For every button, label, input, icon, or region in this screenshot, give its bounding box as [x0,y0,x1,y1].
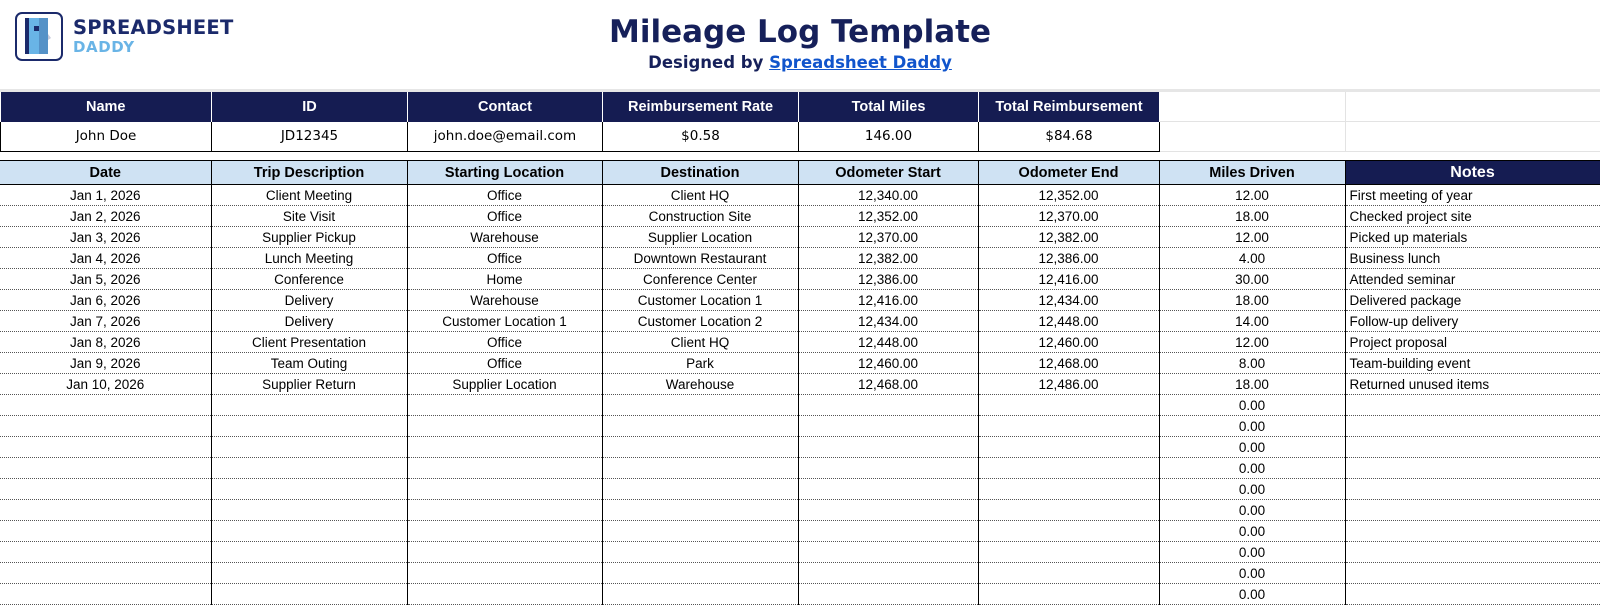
log-cell-odometer-start[interactable] [798,437,978,458]
summary-value-total-miles[interactable]: 146.00 [799,122,979,152]
log-cell-trip-description[interactable] [211,500,407,521]
log-cell-miles-driven[interactable]: 0.00 [1159,584,1345,605]
log-cell-notes[interactable] [1345,437,1600,458]
log-cell-odometer-end[interactable] [978,500,1159,521]
log-cell-odometer-start[interactable] [798,395,978,416]
empty-cell[interactable] [1346,122,1600,152]
log-cell-odometer-start[interactable]: 12,468.00 [798,374,978,395]
log-cell-odometer-end[interactable]: 12,370.00 [978,206,1159,227]
log-cell-notes[interactable] [1345,542,1600,563]
log-cell-trip-description[interactable] [211,542,407,563]
log-cell-miles-driven[interactable]: 0.00 [1159,479,1345,500]
log-cell-notes[interactable]: First meeting of year [1345,185,1600,206]
log-cell-destination[interactable]: Conference Center [602,269,798,290]
log-header-date[interactable]: Date [0,161,211,185]
log-cell-starting-location[interactable]: Home [407,269,602,290]
log-cell-trip-description[interactable]: Client Presentation [211,332,407,353]
log-cell-odometer-end[interactable]: 12,448.00 [978,311,1159,332]
log-row [0,542,1600,563]
log-cell-destination[interactable]: Park [602,353,798,374]
log-cell-trip-description[interactable] [211,521,407,542]
log-cell-destination[interactable]: Supplier Location [602,227,798,248]
log-cell-miles-driven[interactable]: 30.00 [1159,269,1345,290]
log-cell-starting-location[interactable] [407,542,602,563]
log-cell-starting-location[interactable] [407,437,602,458]
log-cell-date[interactable] [0,437,211,458]
summary-value-id[interactable]: JD12345 [212,122,408,152]
log-cell-notes[interactable] [1345,479,1600,500]
log-cell-destination[interactable] [602,437,798,458]
log-cell-odometer-start[interactable] [798,416,978,437]
log-cell-miles-driven[interactable]: 0.00 [1159,521,1345,542]
log-row [0,269,1600,290]
log-cell-starting-location[interactable] [407,500,602,521]
log-cell-notes[interactable]: Returned unused items [1345,374,1600,395]
log-cell-destination[interactable] [602,458,798,479]
log-cell-miles-driven[interactable]: 4.00 [1159,248,1345,269]
summary-header-total-reimbursement[interactable]: Total Reimbursement [979,92,1160,122]
log-cell-odometer-end[interactable] [978,437,1159,458]
log-cell-starting-location[interactable]: Warehouse [407,227,602,248]
log-cell-date[interactable]: Jan 6, 2026 [0,290,211,311]
log-row [0,332,1600,353]
log-cell-odometer-end[interactable] [978,563,1159,584]
summary-value-name[interactable]: John Doe [1,122,212,152]
log-cell-odometer-end[interactable]: 12,382.00 [978,227,1159,248]
page-title: Mileage Log Template [608,14,992,50]
log-cell-odometer-end[interactable]: 12,486.00 [978,374,1159,395]
log-row [0,206,1600,227]
summary-header-name[interactable]: Name [1,92,212,122]
log-cell-date[interactable] [0,521,211,542]
log-header-destination[interactable]: Destination [602,161,798,185]
log-cell-odometer-start[interactable] [798,500,978,521]
log-cell-notes[interactable]: Team-building event [1345,353,1600,374]
log-cell-odometer-end[interactable] [978,542,1159,563]
log-cell-destination[interactable]: Construction Site [602,206,798,227]
log-cell-trip-description[interactable] [211,584,407,605]
log-cell-odometer-end[interactable]: 12,434.00 [978,290,1159,311]
log-cell-miles-driven[interactable]: 0.00 [1159,500,1345,521]
log-header-starting-location[interactable]: Starting Location [407,161,602,185]
log-cell-destination[interactable] [602,563,798,584]
summary-header-reimbursement-rate[interactable]: Reimbursement Rate [603,92,799,122]
summary-header-id[interactable]: ID [212,92,408,122]
log-header-trip-description[interactable]: Trip Description [211,161,407,185]
log-cell-date[interactable]: Jan 1, 2026 [0,185,211,206]
log-cell-trip-description[interactable] [211,437,407,458]
log-cell-trip-description[interactable]: Client Meeting [211,185,407,206]
log-cell-notes[interactable]: Follow-up delivery [1345,311,1600,332]
log-cell-starting-location[interactable]: Office [407,185,602,206]
logo-text-daddy: DADDY [73,38,135,56]
log-cell-notes[interactable] [1345,458,1600,479]
log-cell-notes[interactable]: Business lunch [1345,248,1600,269]
log-cell-starting-location[interactable]: Supplier Location [407,374,602,395]
summary-table [0,92,1600,152]
log-cell-miles-driven[interactable]: 12.00 [1159,185,1345,206]
log-cell-odometer-end[interactable] [978,395,1159,416]
log-cell-odometer-end[interactable]: 12,468.00 [978,353,1159,374]
log-cell-starting-location[interactable] [407,395,602,416]
log-cell-trip-description[interactable]: Lunch Meeting [211,248,407,269]
log-row [0,437,1600,458]
log-row [0,227,1600,248]
log-row [0,458,1600,479]
log-cell-date[interactable] [0,395,211,416]
log-cell-starting-location[interactable]: Office [407,353,602,374]
log-cell-destination[interactable]: Customer Location 1 [602,290,798,311]
log-cell-date[interactable]: Jan 8, 2026 [0,332,211,353]
log-cell-trip-description[interactable]: Delivery [211,311,407,332]
log-cell-miles-driven[interactable]: 18.00 [1159,374,1345,395]
log-cell-miles-driven[interactable]: 0.00 [1159,437,1345,458]
summary-value-contact[interactable]: john.doe@email.com [408,122,603,152]
log-cell-odometer-end[interactable]: 12,416.00 [978,269,1159,290]
log-header-odometer-start[interactable]: Odometer Start [798,161,978,185]
log-cell-notes[interactable] [1345,563,1600,584]
log-cell-odometer-start[interactable] [798,479,978,500]
log-cell-notes[interactable] [1345,416,1600,437]
log-cell-trip-description[interactable] [211,395,407,416]
log-cell-odometer-start[interactable] [798,458,978,479]
log-cell-destination[interactable] [602,500,798,521]
log-cell-date[interactable]: Jan 4, 2026 [0,248,211,269]
log-cell-destination[interactable] [602,542,798,563]
empty-cell[interactable] [1160,122,1346,152]
log-cell-starting-location[interactable] [407,416,602,437]
log-cell-odometer-end[interactable] [978,479,1159,500]
log-cell-notes[interactable]: Checked project site [1345,206,1600,227]
log-cell-date[interactable]: Jan 3, 2026 [0,227,211,248]
log-cell-miles-driven[interactable]: 8.00 [1159,353,1345,374]
log-cell-starting-location[interactable]: Customer Location 1 [407,311,602,332]
log-cell-trip-description[interactable]: Delivery [211,290,407,311]
log-cell-starting-location[interactable] [407,584,602,605]
log-cell-notes[interactable]: Project proposal [1345,332,1600,353]
log-cell-destination[interactable]: Downtown Restaurant [602,248,798,269]
log-row [0,290,1600,311]
log-cell-notes[interactable] [1345,500,1600,521]
log-cell-destination[interactable]: Customer Location 2 [602,311,798,332]
log-cell-trip-description[interactable]: Supplier Return [211,374,407,395]
log-cell-miles-driven[interactable]: 18.00 [1159,290,1345,311]
empty-cell[interactable] [1160,92,1346,122]
log-cell-starting-location[interactable]: Office [407,248,602,269]
log-cell-odometer-start[interactable]: 12,352.00 [798,206,978,227]
log-cell-date[interactable]: Jan 7, 2026 [0,311,211,332]
log-cell-odometer-start[interactable] [798,542,978,563]
log-cell-odometer-start[interactable]: 12,434.00 [798,311,978,332]
log-cell-trip-description[interactable] [211,416,407,437]
log-cell-date[interactable]: Jan 10, 2026 [0,374,211,395]
log-cell-miles-driven[interactable]: 0.00 [1159,542,1345,563]
log-cell-odometer-end[interactable]: 12,460.00 [978,332,1159,353]
log-cell-odometer-start[interactable]: 12,340.00 [798,185,978,206]
log-cell-odometer-start[interactable] [798,584,978,605]
log-row [0,416,1600,437]
log-cell-odometer-end[interactable]: 12,352.00 [978,185,1159,206]
mileage-log-table [0,160,1600,605]
log-row [0,563,1600,584]
log-cell-starting-location[interactable] [407,458,602,479]
log-cell-miles-driven[interactable]: 12.00 [1159,227,1345,248]
log-cell-destination[interactable] [602,479,798,500]
log-cell-date[interactable] [0,542,211,563]
log-cell-miles-driven[interactable]: 0.00 [1159,395,1345,416]
log-header-miles-driven[interactable]: Miles Driven [1159,161,1345,185]
log-cell-starting-location[interactable] [407,563,602,584]
summary-value-total-reimbursement[interactable]: $84.68 [979,122,1160,152]
log-cell-date[interactable]: Jan 2, 2026 [0,206,211,227]
log-row [0,185,1600,206]
summary-value-row [1,122,1600,152]
log-cell-trip-description[interactable] [211,458,407,479]
log-cell-odometer-end[interactable]: 12,386.00 [978,248,1159,269]
log-cell-odometer-start[interactable]: 12,416.00 [798,290,978,311]
log-cell-date[interactable] [0,458,211,479]
log-cell-notes[interactable] [1345,395,1600,416]
log-cell-trip-description[interactable]: Conference [211,269,407,290]
log-cell-trip-description[interactable] [211,563,407,584]
log-cell-odometer-start[interactable]: 12,370.00 [798,227,978,248]
log-cell-date[interactable] [0,563,211,584]
summary-header-contact[interactable]: Contact [408,92,603,122]
log-cell-odometer-start[interactable]: 12,382.00 [798,248,978,269]
empty-cell[interactable] [1346,92,1600,122]
log-cell-odometer-end[interactable] [978,458,1159,479]
log-cell-trip-description[interactable]: Supplier Pickup [211,227,407,248]
log-cell-starting-location[interactable] [407,479,602,500]
log-cell-miles-driven[interactable]: 18.00 [1159,206,1345,227]
log-header-row [0,161,1600,185]
log-cell-odometer-start[interactable] [798,521,978,542]
logo-text-spreadsheet: SPREADSHEET [73,16,234,39]
log-row [0,584,1600,605]
log-row [0,353,1600,374]
summary-header-row [1,92,1600,122]
log-row [0,479,1600,500]
log-row [0,521,1600,542]
log-cell-trip-description[interactable] [211,479,407,500]
log-cell-date[interactable]: Jan 5, 2026 [0,269,211,290]
log-cell-destination[interactable]: Warehouse [602,374,798,395]
log-cell-date[interactable] [0,416,211,437]
log-cell-destination[interactable] [602,395,798,416]
log-row [0,311,1600,332]
page-subtitle [0,53,1600,72]
log-cell-date[interactable]: Jan 9, 2026 [0,353,211,374]
log-cell-date[interactable] [0,584,211,605]
log-cell-odometer-end[interactable] [978,521,1159,542]
log-cell-destination[interactable] [602,584,798,605]
log-cell-starting-location[interactable]: Warehouse [407,290,602,311]
log-cell-destination[interactable]: Client HQ [602,185,798,206]
log-cell-miles-driven[interactable]: 12.00 [1159,332,1345,353]
log-cell-starting-location[interactable] [407,521,602,542]
log-row [0,248,1600,269]
log-cell-miles-driven[interactable]: 0.00 [1159,458,1345,479]
log-cell-destination[interactable]: Client HQ [602,332,798,353]
log-cell-odometer-start[interactable]: 12,386.00 [798,269,978,290]
log-row [0,395,1600,416]
log-cell-miles-driven[interactable]: 14.00 [1159,311,1345,332]
subtitle-prefix: Designed by [648,53,770,72]
log-row [0,500,1600,521]
log-cell-notes[interactable]: Attended seminar [1345,269,1600,290]
log-cell-starting-location[interactable]: Office [407,206,602,227]
log-cell-miles-driven[interactable]: 0.00 [1159,416,1345,437]
log-header-notes[interactable]: Notes [1345,161,1600,185]
summary-header-total-miles[interactable]: Total Miles [799,92,979,122]
summary-value-reimbursement-rate[interactable]: $0.58 [603,122,799,152]
log-cell-trip-description[interactable]: Team Outing [211,353,407,374]
log-cell-odometer-end[interactable] [978,416,1159,437]
log-cell-odometer-start[interactable]: 12,448.00 [798,332,978,353]
log-cell-notes[interactable]: Delivered package [1345,290,1600,311]
log-cell-miles-driven[interactable]: 0.00 [1159,563,1345,584]
log-cell-notes[interactable] [1345,521,1600,542]
log-cell-destination[interactable] [602,416,798,437]
log-cell-trip-description[interactable]: Site Visit [211,206,407,227]
log-header-odometer-end[interactable]: Odometer End [978,161,1159,185]
log-cell-destination[interactable] [602,521,798,542]
log-row [0,374,1600,395]
log-cell-date[interactable] [0,500,211,521]
log-cell-notes[interactable] [1345,584,1600,605]
log-cell-notes[interactable]: Picked up materials [1345,227,1600,248]
log-cell-odometer-start[interactable]: 12,460.00 [798,353,978,374]
log-cell-starting-location[interactable]: Office [407,332,602,353]
spreadsheet-daddy-link[interactable]: Spreadsheet Daddy [769,53,952,72]
log-cell-odometer-start[interactable] [798,563,978,584]
log-cell-odometer-end[interactable] [978,584,1159,605]
log-cell-date[interactable] [0,479,211,500]
